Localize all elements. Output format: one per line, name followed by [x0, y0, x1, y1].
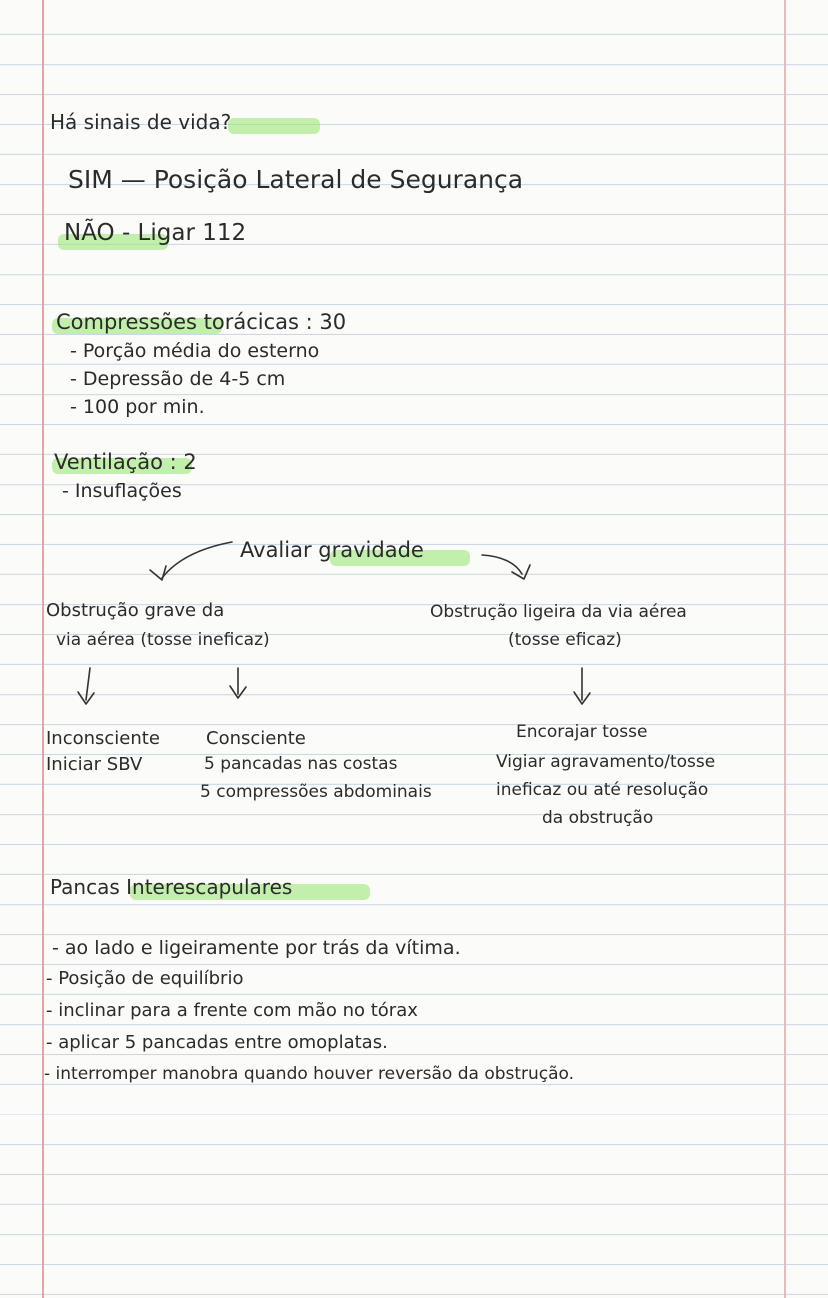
conscious-action: 5 compressões abdominais [200, 782, 432, 802]
ventilation-item: - Insuflações [62, 480, 182, 502]
unconscious-label: Inconsciente [46, 728, 160, 749]
ventilation-title: Ventilação : 2 [54, 450, 197, 474]
mild-obstruction-title: Obstrução ligeira da via aérea [430, 602, 687, 622]
mild-action: Encorajar tosse [516, 722, 648, 742]
compressions-item: - Depressão de 4-5 cm [70, 368, 286, 390]
compressions-item: - Porção média do esterno [70, 340, 320, 362]
mild-action: da obstrução [542, 808, 654, 828]
arrow-down-unconscious [86, 668, 90, 700]
interscapular-item: - Posição de equilíbrio [46, 968, 244, 989]
yes-line: SIM — Posição Lateral de Segurança [68, 165, 524, 194]
unconscious-action: Iniciar SBV [46, 754, 143, 775]
interscapular-item: - ao lado e ligeiramente por trás da vítima. [52, 937, 461, 959]
compressions-title: Compressões torácicas : 30 [56, 310, 347, 334]
curved-arrow-right [482, 555, 522, 574]
interscapular-item: - aplicar 5 pancadas entre omoplatas. [46, 1032, 388, 1053]
arrowhead [150, 566, 166, 580]
mild-action: Vigiar agravamento/tosse [496, 752, 716, 772]
compressions-item: - 100 por min. [70, 396, 205, 418]
interscapular-item: - inclinar para a frente com mão no tórax [46, 1000, 418, 1021]
interscapular-title: Pancas Interescapulares [50, 875, 293, 899]
severity-title: Avaliar gravidade [240, 538, 424, 562]
mild-obstruction-subtitle: (tosse eficaz) [508, 630, 622, 650]
conscious-label: Consciente [206, 728, 306, 749]
severe-obstruction-subtitle: via aérea (tosse ineficaz) [56, 630, 270, 650]
question-heading: Há sinais de vida? [50, 110, 232, 134]
severe-obstruction-title: Obstrução grave da [46, 600, 225, 621]
interscapular-item: - interromper manobra quando houver reversão da obstrução. [44, 1064, 575, 1084]
mild-action: ineficaz ou até resolução [496, 780, 709, 800]
conscious-action: 5 pancadas nas costas [204, 754, 398, 774]
no-line: NÃO - Ligar 112 [64, 220, 247, 246]
curved-arrow-left [162, 542, 232, 578]
